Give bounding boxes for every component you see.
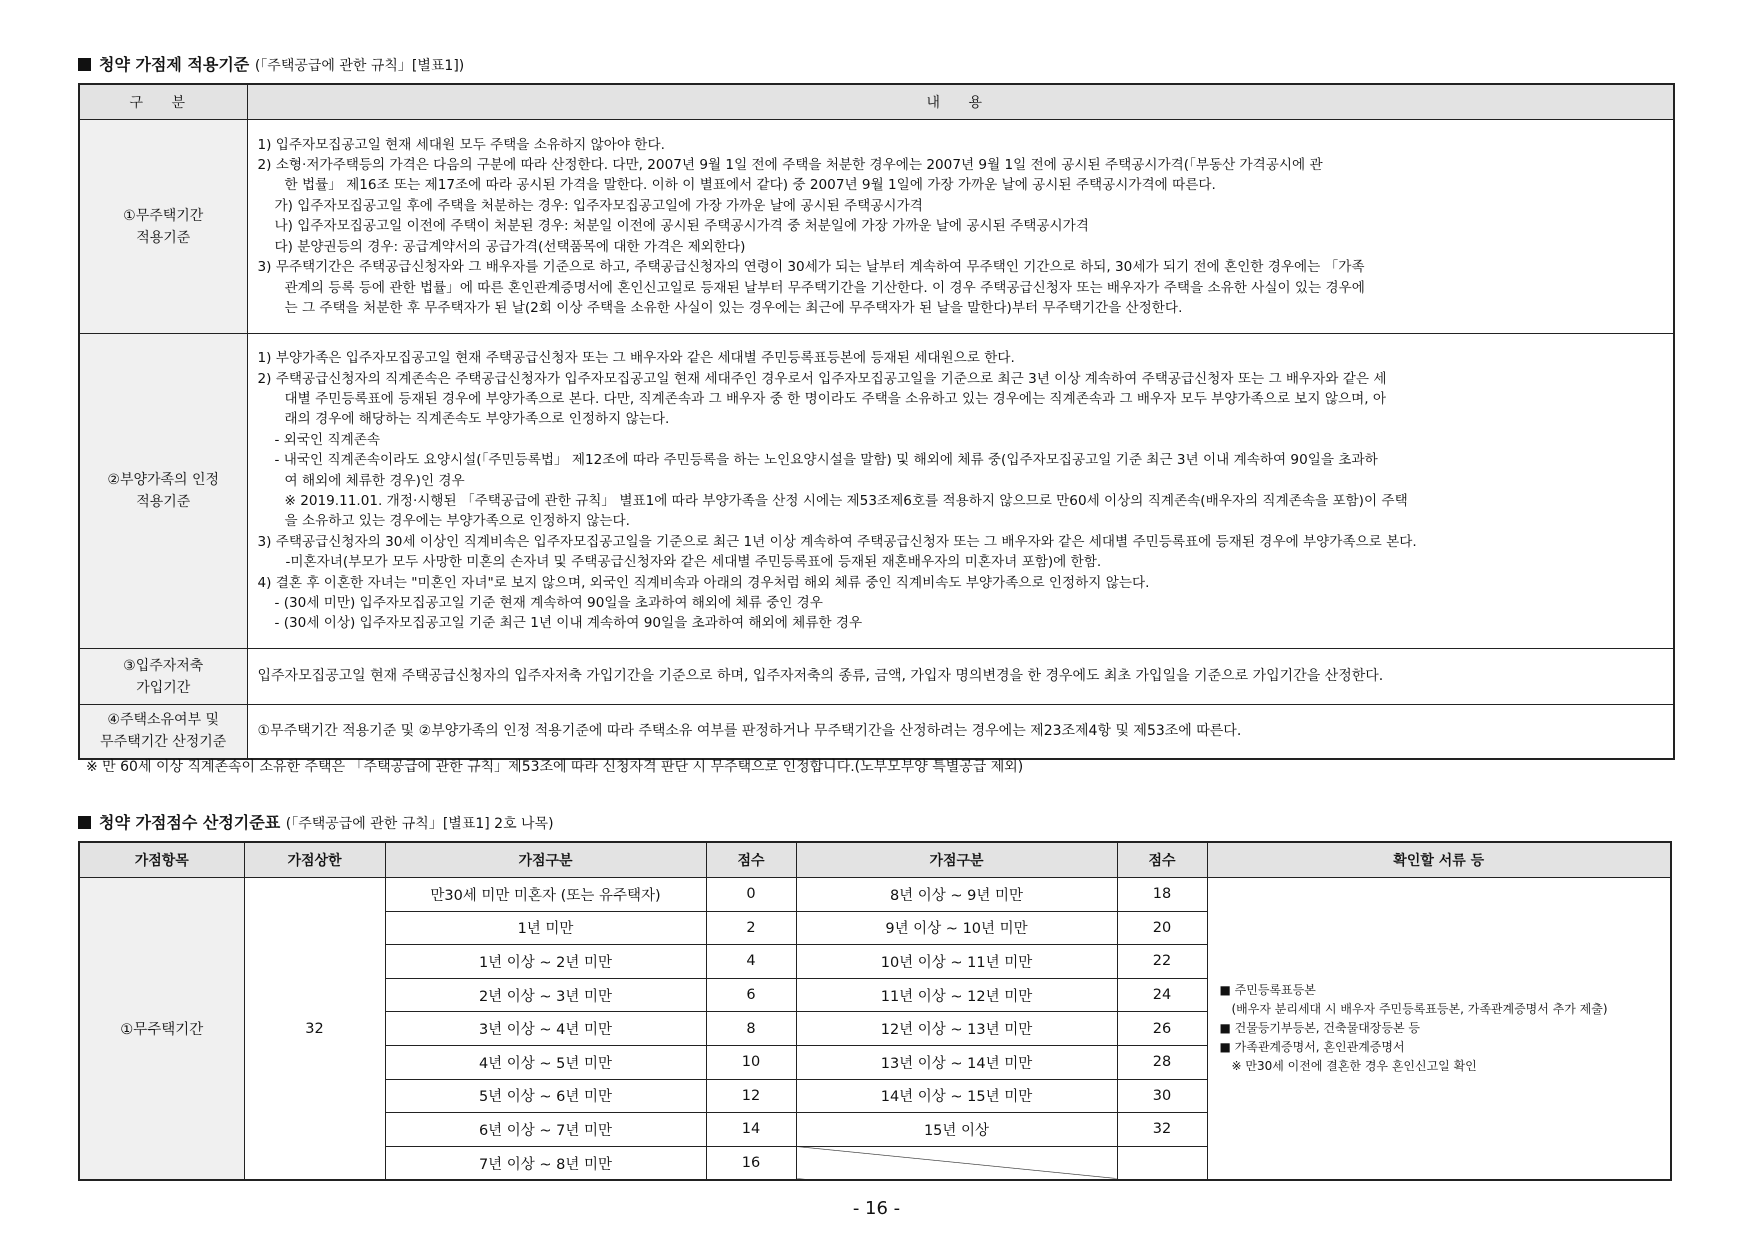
text-line: 한 법률」 제16조 또는 제17조에 따라 공시된 가격을 말한다. 이하 이 별표에서 같다) 중 2007년 9월 1일에 가장 가까운 날에 공시된 주택공시가격에 따른다. — [284, 177, 1216, 194]
category-cell: ④주택소유여부 및 무주택기간 산정기준 — [79, 705, 247, 759]
empty-diagonal-cell — [796, 1146, 1117, 1180]
text-line: 1) 입주자모집공고일 현재 세대원 모두 주택을 소유하지 않아야 한다. — [257, 136, 665, 153]
score-cell: 30 — [1117, 1079, 1207, 1113]
criteria-row — [79, 334, 1674, 649]
max-score-cell: 32 — [244, 878, 385, 1181]
content-cell — [247, 120, 1674, 334]
division-cell: 4년 이상 ~ 5년 미만 — [385, 1045, 706, 1079]
content-cell — [247, 705, 1674, 759]
text-line: 을 소유하고 있는 경우에는 부양가족으로 인정하지 않는다. — [284, 513, 630, 530]
table-row — [79, 878, 1671, 912]
score-cell: 18 — [1117, 878, 1207, 912]
document-line: ※ 만30세 이전에 결혼한 경우 혼인신고일 확인 — [1231, 1059, 1477, 1074]
header-max: 가점상한 — [244, 842, 385, 878]
header-score: 점수 — [706, 842, 796, 878]
header-item: 가점항목 — [79, 842, 244, 878]
division-cell: 1년 이상 ~ 2년 미만 — [385, 945, 706, 979]
text-line: - (30세 이상) 입주자모집공고일 기준 최근 1년 이내 계속하여 90일을 초과하여 해외에 체류한 경우 — [274, 615, 863, 632]
category-cell: ①무주택기간 적용기준 — [79, 120, 247, 334]
text-line: 3) 주택공급신청자의 30세 이상인 직계비속은 입주자모집공고일을 기준으로 최근 1년 이상 계속하여 주택공급신청자 또는 그 배우자와 같은 세대별 주민등록표에 등재된 경우에 부양가족으로 본다. — [257, 533, 1417, 550]
text-line: ①무주택기간 적용기준 및 ②부양가족의 인정 적용기준에 따라 주택소유 여부를 판정하거나 무주택기간을 산정하려는 경우에는 제23조제4항 및 제53조에 따른다. — [257, 723, 1242, 740]
content-cell — [247, 649, 1674, 705]
category-cell: ②부양가족의 인정 적용기준 — [79, 334, 247, 649]
text-line: 관계의 등록 등에 관한 법률」에 따른 혼인관계증명서에 혼인신고일로 등재된 날부터 무주택기간을 기산한다. 이 경우 주택공급신청자 또는 배우자가 주택을 소유한 사실이 있는 경우에 — [284, 279, 1365, 296]
text-line: 1) 부양가족은 입주자모집공고일 현재 주택공급신청자 또는 그 배우자와 같은 세대별 주민등록표등본에 등재된 세대원으로 한다. — [257, 350, 1015, 367]
text-line: - (30세 미만) 입주자모집공고일 기준 현재 계속하여 90일을 초과하여 해외에 체류 중인 경우 — [274, 595, 823, 612]
document-line: (배우자 분리세대 시 배우자 주민등록표등본, 가족관계증명서 추가 제출) — [1231, 1002, 1608, 1017]
division-cell: 12년 이상 ~ 13년 미만 — [796, 1012, 1117, 1046]
criteria-table — [78, 83, 1675, 760]
text-line: 래의 경우에 해당하는 직계존속도 부양가족으로 인정하지 않는다. — [284, 411, 670, 428]
documents-cell — [1207, 878, 1671, 1181]
text-line: - 내국인 직계존속이라도 요양시설(「주민등록법」 제12조에 따라 주민등록을 하는 노인요양시설을 말함) 및 해외에 체류 중(입주자모집공고일 기준 최근 3년 이내 계속하여 90일을 초과하 — [274, 452, 1378, 469]
section1-title: 청약 가점제 적용기준 (「주택공급에 관한 규칙」[별표1]) — [78, 52, 464, 75]
document-line: ■ 가족관계증명서, 혼인관계증명서 — [1219, 1040, 1405, 1055]
score-cell: 16 — [706, 1146, 796, 1180]
document-line: ■ 건물등기부등본, 건축물대장등본 등 — [1219, 1021, 1420, 1036]
division-cell: 5년 이상 ~ 6년 미만 — [385, 1079, 706, 1113]
criteria-header-row — [79, 84, 1674, 120]
division-cell: 10년 이상 ~ 11년 미만 — [796, 945, 1117, 979]
text-line: - 외국인 직계존속 — [274, 431, 380, 448]
text-line: 2) 소형·저가주택등의 가격은 다음의 구분에 따라 산정한다. 다만, 2007년 9월 1일 전에 주택을 처분한 경우에는 2007년 9월 1일 전에 공시된 주택공시가격(「부동산 가격공시에 관 — [257, 157, 1323, 174]
section1-subtitle: (「주택공급에 관한 규칙」[별표1]) — [254, 58, 465, 74]
section2-title: 청약 가점점수 산정기준표 (「주택공급에 관한 규칙」[별표1] 2호 나목) — [78, 810, 554, 833]
text-line: ※ 2019.11.01. 개정·시행된 「주택공급에 관한 규칙」 별표1에 따라 부양가족을 산정 시에는 제53조제6호를 적용하지 않으므로 만60세 이상의 직계존속(배우자의 직계존속을 포함)이 주택 — [284, 493, 1408, 509]
score-cell: 14 — [706, 1113, 796, 1147]
category-cell: ③입주자저축 가입기간 — [79, 649, 247, 705]
score-cell: 24 — [1117, 978, 1207, 1012]
square-bullet-icon — [78, 58, 91, 71]
header-division: 가점구분 — [385, 842, 706, 878]
division-cell: 2년 이상 ~ 3년 미만 — [385, 978, 706, 1012]
criteria-row — [79, 705, 1674, 759]
score-cell: 32 — [1117, 1113, 1207, 1147]
score-cell: 0 — [706, 878, 796, 912]
text-line: 4) 결혼 후 이혼한 자녀는 "미혼인 자녀"로 보지 않으며, 외국인 직계비속과 아래의 경우처럼 해외 체류 중인 직계비속도 부양가족으로 인정하지 않는다. — [257, 574, 1150, 591]
division-cell: 6년 이상 ~ 7년 미만 — [385, 1113, 706, 1147]
header-category: 구 분 — [79, 84, 247, 120]
header-documents: 확인할 서류 등 — [1207, 842, 1671, 878]
division-cell: 15년 이상 — [796, 1113, 1117, 1147]
score-cell: 12 — [706, 1079, 796, 1113]
text-line: 다) 분양권등의 경우: 공급계약서의 공급가격(선택품목에 대한 가격은 제외한다) — [274, 238, 746, 255]
score-cell: 22 — [1117, 945, 1207, 979]
score-table — [78, 841, 1672, 1181]
header-content: 내 용 — [247, 84, 1674, 120]
score-cell: 2 — [706, 911, 796, 945]
score-cell: 4 — [706, 945, 796, 979]
square-bullet-icon — [78, 816, 91, 829]
score-cell: 10 — [706, 1045, 796, 1079]
division-cell: 14년 이상 ~ 15년 미만 — [796, 1079, 1117, 1113]
text-line: -미혼자녀(부모가 모두 사망한 미혼의 손자녀 및 주택공급신청자와 같은 세대별 주민등록표에 등재된 재혼배우자의 미혼자녀 포함)에 한함. — [285, 554, 1102, 571]
score-header-row — [79, 842, 1671, 878]
score-cell: 28 — [1117, 1045, 1207, 1079]
division-cell: 1년 미만 — [385, 911, 706, 945]
division-cell: 7년 이상 ~ 8년 미만 — [385, 1146, 706, 1180]
header-division: 가점구분 — [796, 842, 1117, 878]
criteria-row — [79, 120, 1674, 334]
score-cell-empty — [1117, 1146, 1207, 1180]
page-number: - 16 - — [852, 1198, 901, 1219]
division-cell: 9년 이상 ~ 10년 미만 — [796, 911, 1117, 945]
text-line: 나) 입주자모집공고일 이전에 주택이 처분된 경우: 처분일 이전에 공시된 주택공시가격 중 처분일에 가장 가까운 날에 공시된 주택공시가격 — [274, 218, 1089, 235]
text-line: 대별 주민등록표에 등재된 경우에 부양가족으로 본다. 다만, 직계존속과 그 배우자 중 한 명이라도 주택을 소유하고 있는 경우에는 직계존속과 그 배우자 모두 부양가족으로 보지 않으며, 아 — [284, 390, 1387, 407]
division-cell: 13년 이상 ~ 14년 미만 — [796, 1045, 1117, 1079]
score-cell: 20 — [1117, 911, 1207, 945]
division-cell: 만30세 미만 미혼자 (또는 유주택자) — [385, 878, 706, 912]
text-line: 여 해외에 체류한 경우)인 경우 — [284, 472, 465, 489]
text-line: 2) 주택공급신청자의 직계존속은 주택공급신청자가 입주자모집공고일 현재 세대주인 경우로서 입주자모집공고일을 기준으로 최근 3년 이상 계속하여 주택공급신청자 또는 그 배우자와 같은 세 — [257, 370, 1387, 387]
document-line: ■ 주민등록표등본 — [1219, 983, 1316, 998]
section2-subtitle: (「주택공급에 관한 규칙」[별표1] 2호 나목) — [285, 816, 554, 832]
score-cell: 26 — [1117, 1012, 1207, 1046]
division-cell: 11년 이상 ~ 12년 미만 — [796, 978, 1117, 1012]
text-line: 입주자모집공고일 현재 주택공급신청자의 입주자저축 가입기간을 기준으로 하며, 입주자저축의 종류, 금액, 가입자 명의변경을 한 경우에도 최초 가입일을 기준으로 가입기간을 산정한다. — [257, 668, 1384, 685]
criteria-row — [79, 649, 1674, 705]
header-score: 점수 — [1117, 842, 1207, 878]
content-cell — [247, 334, 1674, 649]
text-line: 3) 무주택기간은 주택공급신청자와 그 배우자를 기준으로 하고, 주택공급신청자의 연령이 30세가 되는 날부터 계속하여 무주택인 기간으로 하되, 30세가 되기 전에 혼인한 경우에는 「가족 — [257, 259, 1365, 276]
score-cell: 6 — [706, 978, 796, 1012]
text-line: 가) 입주자모집공고일 후에 주택을 처분하는 경우: 입주자모집공고일에 가장 가까운 날에 공시된 주택공시가격 — [274, 197, 923, 214]
footnote: ※ 만 60세 이상 직계존속이 소유한 주택은 「주택공급에 관한 규칙」제53조에 따라 신청자격 판단 시 무주택으로 인정합니다.(노부모부양 특별공급 제외) — [86, 759, 1024, 775]
division-cell: 3년 이상 ~ 4년 미만 — [385, 1012, 706, 1046]
division-cell: 8년 이상 ~ 9년 미만 — [796, 878, 1117, 912]
score-cell: 8 — [706, 1012, 796, 1046]
text-line: 는 그 주택을 처분한 후 무주택자가 된 날(2회 이상 주택을 소유한 사실이 있는 경우에는 최근에 무주택자가 된 날을 말한다)부터 무주택기간을 산정한다. — [284, 299, 1183, 316]
item-cell: ①무주택기간 — [79, 878, 244, 1181]
